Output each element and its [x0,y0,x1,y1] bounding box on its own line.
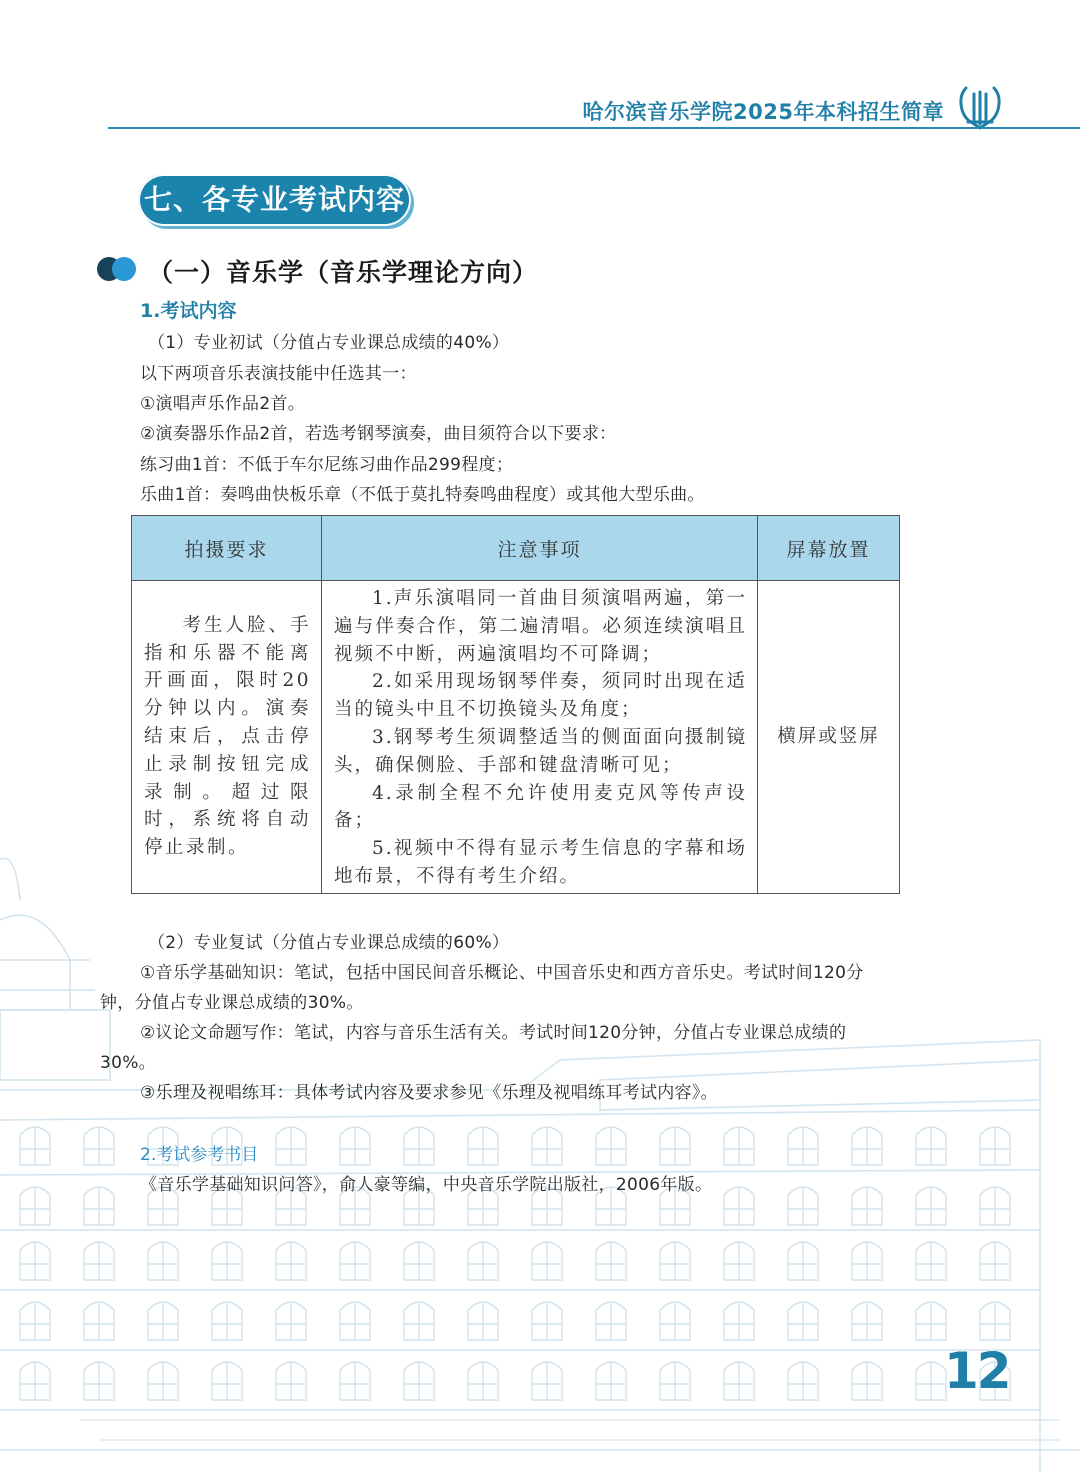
building-window [148,1302,178,1340]
building-window [468,1127,498,1165]
prelim-intro: 以下两项音乐表演技能中任选其一： [140,364,417,384]
building-window [84,1302,114,1340]
building-window [212,1362,242,1400]
building-window [532,1362,562,1400]
note-item: 4.录制全程不允许使用麦克风等传声设备； [334,782,747,832]
building-window [916,1362,946,1400]
building-window [788,1127,818,1165]
building-window [404,1362,434,1400]
prelim-title: （1）专业初试（分值占专业课总成绩的40%） [148,333,510,353]
building-window [20,1362,50,1400]
page-number: 12 [944,1342,1010,1400]
section-title: 七、各专业考试内容 [138,174,411,226]
header-rule [108,127,1080,129]
building-window [596,1127,626,1165]
filming-requirement-text: 考生人脸、手指和乐器不能离开画面，限时20分钟以内。演奏结束后，点击停止录制按钮完成录制。超过限时，系统将自动停止录制。 [144,614,311,859]
building-window [660,1302,690,1340]
building-window [468,1302,498,1340]
building-window [276,1362,306,1400]
building-window [20,1242,50,1280]
note-item: 1.声乐演唱同一首曲目须演唱两遍，第一遍与伴奏合作，第二遍清唱。必须连续演唱且视频不中断，两遍演唱均不可降调； [334,588,747,665]
notes-cell [322,581,758,894]
screen-orientation-cell: 横屏或竖屏 [758,581,900,894]
building-window [916,1127,946,1165]
column-header: 屏幕放置 [758,516,900,581]
building-window [980,1127,1010,1165]
building-window [660,1127,690,1165]
building-window [724,1127,754,1165]
retest-title: （2）专业复试（分值占专业课总成绩的60%） [148,933,510,953]
building-window [404,1302,434,1340]
filming-requirement-cell [132,581,322,894]
exam-content-heading: 1.考试内容 [140,300,237,322]
reference-book: 《音乐学基础知识问答》，俞人豪等编，中央音乐学院出版社，2006年版。 [140,1175,713,1195]
building-window [724,1187,754,1225]
building-window [340,1127,370,1165]
building-window [532,1242,562,1280]
note-item: 3.钢琴考生须调整适当的侧面面向摄制镜头，确保侧脸、手部和键盘清晰可见； [334,726,747,776]
building-window [276,1127,306,1165]
building-window [916,1242,946,1280]
lyre-logo-icon [956,82,1004,132]
note-item: 5.视频中不得有显示考生信息的字幕和场地布景，不得有考生介绍。 [334,838,747,887]
table-row [132,581,900,894]
building-window [84,1127,114,1165]
building-window [532,1127,562,1165]
building-window [660,1362,690,1400]
building-window [20,1187,50,1225]
building-window [788,1362,818,1400]
column-header: 拍摄要求 [132,516,322,581]
building-window [212,1302,242,1340]
building-window [404,1127,434,1165]
building-window [404,1242,434,1280]
building-window [276,1302,306,1340]
building-window [788,1187,818,1225]
retest-item-1-cont: 钟，分值占专业课总成绩的30%。 [100,993,364,1013]
table-header-row [132,516,900,581]
building-window [980,1302,1010,1340]
building-window [852,1362,882,1400]
building-window [980,1242,1010,1280]
building-window [340,1242,370,1280]
note-item: 2.如采用现场钢琴伴奏，须同时出现在适当的镜头中且不切换镜头及角度； [334,671,747,721]
building-window [340,1302,370,1340]
building-window [468,1362,498,1400]
building-window [468,1242,498,1280]
retest-item-1: ①音乐学基础知识：笔试，包括中国民间音乐概论、中国音乐史和西方音乐史。考试时间120分 [140,963,864,983]
building-window [148,1362,178,1400]
building-window [660,1242,690,1280]
building-window [340,1362,370,1400]
brochure-title: 哈尔滨音乐学院2025年本科招生简章 [582,100,944,124]
building-window [788,1302,818,1340]
building-window [852,1242,882,1280]
building-window [596,1242,626,1280]
building-window [852,1127,882,1165]
prelim-option-2: ②演奏器乐作品2首，若选考钢琴演奏，曲目须符合以下要求： [140,424,617,444]
retest-item-2-cont: 30%。 [100,1053,156,1073]
building-window [916,1187,946,1225]
prelim-etude: 练习曲1首：不低于车尔尼练习曲作品299程度； [140,455,514,475]
building-window [852,1187,882,1225]
building-window [84,1187,114,1225]
building-window [980,1187,1010,1225]
building-window [84,1362,114,1400]
filming-requirements-table [131,515,900,894]
building-window [20,1302,50,1340]
building-window [852,1302,882,1340]
building-window [532,1302,562,1340]
building-window [212,1242,242,1280]
building-window [20,1127,50,1165]
retest-item-3: ③乐理及视唱练耳：具体考试内容及要求参见《乐理及视唱练耳考试内容》。 [140,1083,718,1103]
building-window [276,1242,306,1280]
column-header: 注意事项 [322,516,758,581]
building-window [724,1362,754,1400]
reference-heading: 2.考试参考书目 [140,1145,259,1165]
building-window [596,1302,626,1340]
building-window [596,1362,626,1400]
prelim-piece: 乐曲1首：奏鸣曲快板乐章（不低于莫扎特奏鸣曲程度）或其他大型乐曲。 [140,485,705,505]
retest-item-2: ②议论文命题写作：笔试，内容与音乐生活有关。考试时间120分钟，分值占专业课总成绩的 [140,1023,847,1043]
prelim-option-1: ①演唱声乐作品2首。 [140,394,306,414]
building-window [148,1242,178,1280]
building-window [84,1242,114,1280]
building-window [916,1302,946,1340]
building-window [724,1242,754,1280]
subsection-title: （一）音乐学（音乐学理论方向） [148,258,539,287]
building-window [724,1302,754,1340]
building-window [788,1242,818,1280]
bullet-dots-icon [96,256,140,282]
